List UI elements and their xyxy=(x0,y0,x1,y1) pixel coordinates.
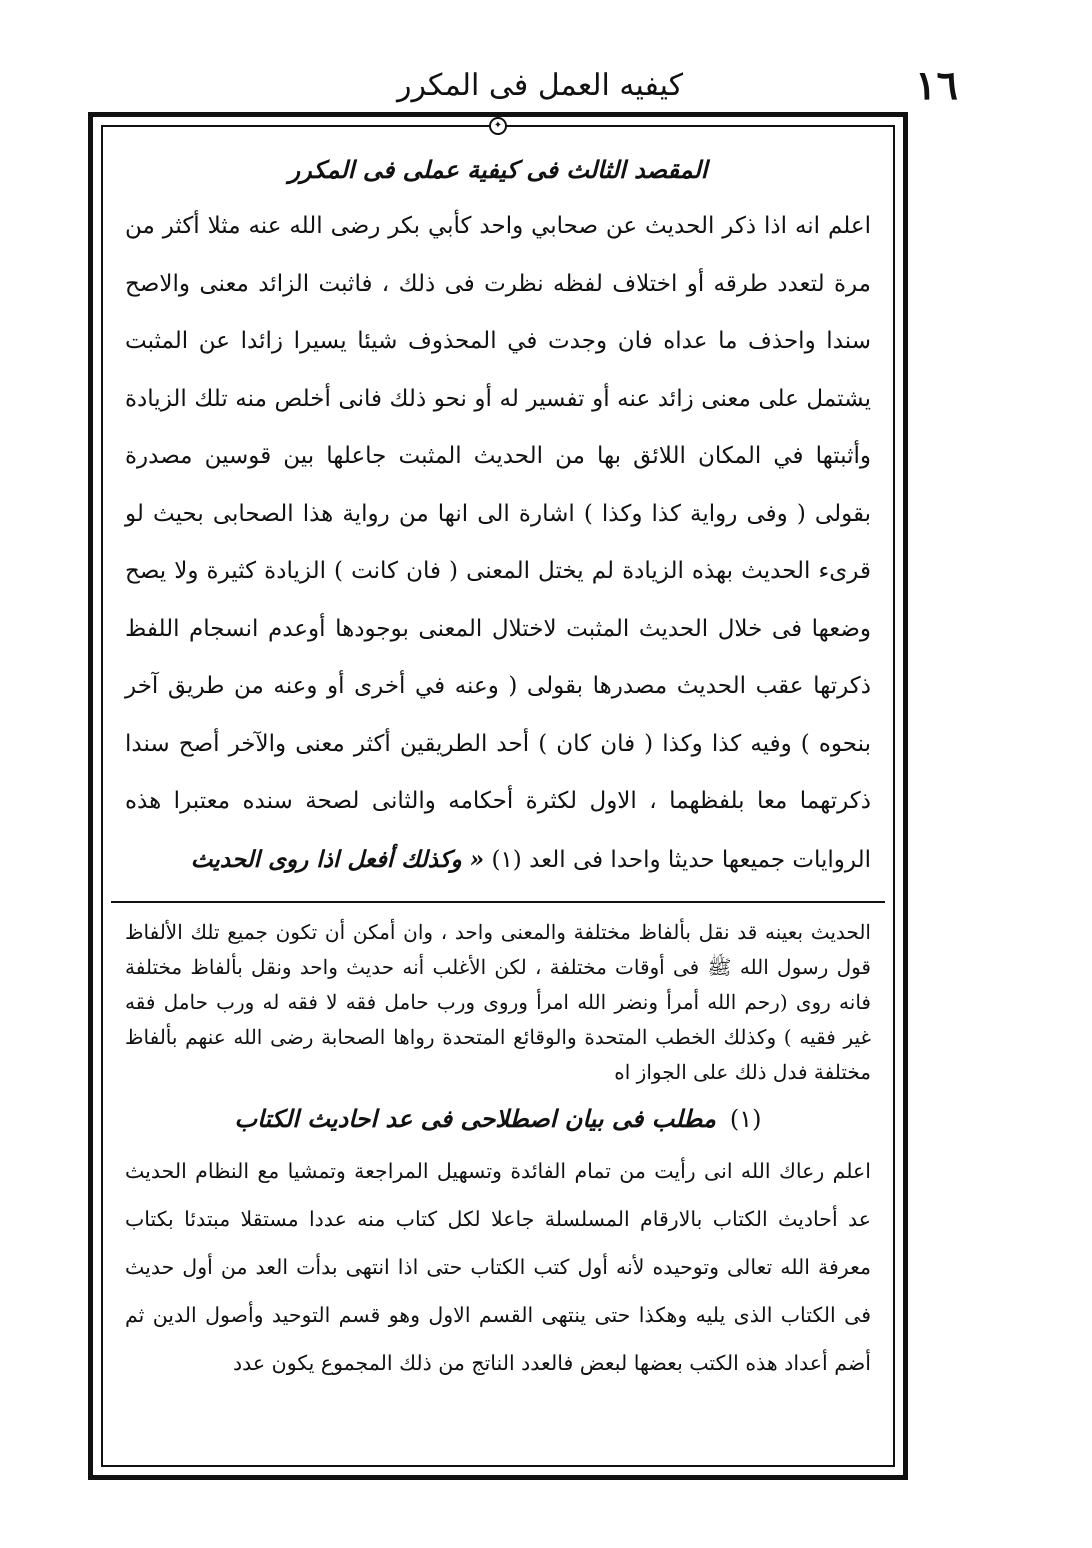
ornament-icon: ✦ xyxy=(489,117,507,135)
page-header xyxy=(100,62,980,112)
footnote xyxy=(125,915,871,1090)
page-frame xyxy=(88,112,908,1480)
footnote-text: الحديث بعينه قد نقل بألفاظ مختلفة والمعنى واحد ، وان أمكن أن تكون جميع تلك الألفاظ قول رسول الله ﷺ فى أوقات مختلفة ، لكن الأغلب أنه حديث واحد ونقل بألفاظ مختلفة فانه روى (رحم الله أمرأ ونضر الله امرأ وروى ورب حامل فقه لا فقه له ورب حامل فقه غير فقيه ) وكذلك الخطب المتحدة والوقائع المتحدة رواها الصحابة رضى الله عنهم بألفاظ مختلفة فدل ذلك على الجواز اه xyxy=(125,920,871,1084)
page-number: ١٦ xyxy=(915,62,958,109)
main-paragraph-bold-end: « وكذلك أفعل اذا روى الحديث xyxy=(190,845,485,873)
running-title: كيفيه العمل فى المكرر xyxy=(396,68,684,103)
footnote-heading-number: (١) xyxy=(729,1105,762,1133)
inner-frame xyxy=(101,120,895,1467)
section-heading: المقصد الثالث فى كيفية عملى فى المكرر xyxy=(288,155,708,184)
footnote-body xyxy=(125,1147,871,1387)
main-paragraph xyxy=(125,198,871,889)
footnote-heading-text: مطلب فى بيان اصطلاحى فى عد احاديث الكتاب xyxy=(234,1104,716,1133)
main-paragraph-text: اعلم انه اذا ذكر الحديث عن صحابي واحد كأبي بكر رضى الله عنه مثلا أكثر من مرة لتعدد طرقه أو اختلاف لفظه نظرت فى ذلك ، فاثبت الزائد معنى والاصح سندا واحذف ما عداه فان وجدت في المحذوف شيئا يسيرا زائدا عن المثبت يشتمل على معنى زائد عنه أو تفسير له أو نحو ذلك فانى أخلص منه تلك الزيادة وأثبتها في المكان اللائق بها من الحديث المثبت جاعلها بين قوسين مصدرة بقولى ( وفى رواية كذا وكذا ) اشارة الى انها من رواية هذا الصحابى بحيث لو قرىء الحديث بهذه الزيادة لم يختل المعنى ( فان كانت ) الزيادة كثيرة ولا يصح وضعها فى خلال الحديث المثبت لاختلال المعنى بوجودها أوعدم انسجام اللفظ ذكرتها عقب الحديث مصدرها بقولى ( وعنه في أخرى أو وعنه من طريق آخر بنحوه ) وفيه كذا وكذا ( فان كان ) أحد الطريقين أكثر معنى والآخر أصح سندا ذكرتهما معا بلفظهما ، الاول لكثرة أحكامه والثانى لصحة سنده معتبرا هذه الروايات جميعها حديثا واحدا فى العد (١) xyxy=(125,213,872,873)
footnote-divider xyxy=(111,901,885,903)
main-text xyxy=(125,198,871,889)
page-content xyxy=(125,155,871,1445)
footnote-paragraph: اعلم رعاك الله انى رأيت من تمام الفائدة وتسهيل المراجعة وتمشيا مع النظام الحديث عد أحاديث الكتاب بالارقام المسلسلة جاعلا لكل كتاب منه عددا مستقلا مبتدئا بكتاب معرفة الله تعالى وتوحيده لأنه أول كتب الكتاب حتى اذا انتهى بدأت العد من أول حديث فى الكتاب الذى يليه وهكذا حتى ينتهى القسم الاول وهو قسم التوحيد وأصول الدين ثم أضم أعداد هذه الكتب بعضها لبعض فالعدد الناتج من ذلك المجموع يكون عدد xyxy=(125,1159,871,1375)
footnote-heading xyxy=(125,1104,871,1133)
